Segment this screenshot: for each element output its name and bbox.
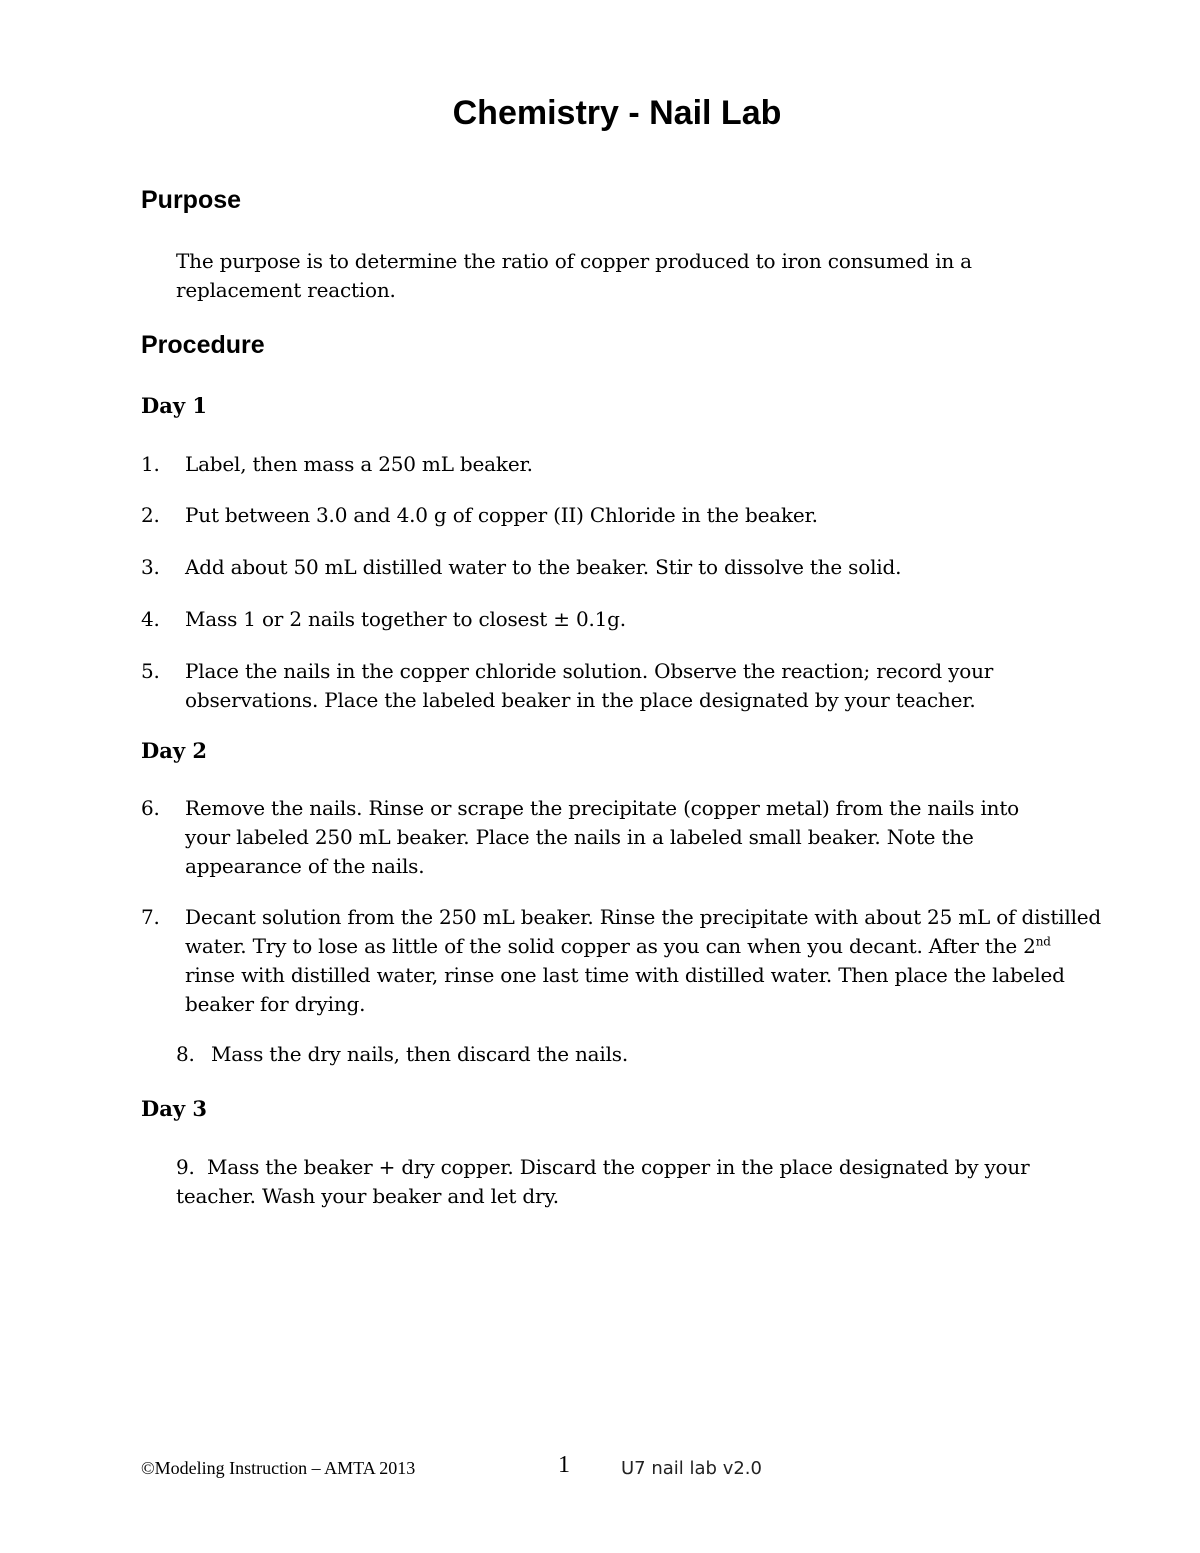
footer-version: U7 nail lab v2.0 — [621, 1458, 762, 1479]
procedure-step-1 — [141, 450, 1101, 479]
procedure-step-9 — [176, 1153, 1066, 1211]
procedure-step-8 — [176, 1040, 1136, 1069]
step-number: 1. — [141, 452, 160, 476]
procedure-step-2 — [141, 501, 1101, 530]
procedure-step-5 — [141, 657, 1061, 715]
step-text: Remove the nails. Rinse or scrape the precipitate (copper metal) from the nails into your labeled 250 mL beaker. Place the nails in a labeled small beaker. Note the appearance of the nails. — [185, 796, 1020, 878]
page-title: Chemistry - Nail Lab — [452, 94, 782, 132]
procedure-step-7 — [141, 903, 1101, 1019]
footer-copyright: ©Modeling Instruction – AMTA 2013 — [141, 1458, 416, 1478]
step-text-part: Decant solution from the 250 mL beaker. Rinse the precipitate with about 25 mL of distilled water. Try to lose as little of the solid copper as you can when you decant. After the 2 — [185, 905, 1101, 958]
procedure-heading: Procedure — [141, 331, 265, 359]
day-3-heading: Day 3 — [141, 1096, 207, 1121]
procedure-step-6 — [141, 794, 1061, 881]
procedure-step-3 — [141, 553, 1101, 582]
step-text: Mass 1 or 2 nails together to closest ± 0.1g. — [185, 607, 626, 631]
step-text — [185, 903, 1101, 1019]
step-text: Add about 50 mL distilled water to the beaker. Stir to dissolve the solid. — [185, 555, 902, 579]
step-number: 9. — [176, 1155, 195, 1179]
purpose-text: The purpose is to determine the ratio of copper produced to iron consumed in a replacement reaction. — [176, 249, 972, 302]
purpose-heading: Purpose — [141, 186, 242, 214]
procedure-step-4 — [141, 605, 1101, 634]
step-text: Put between 3.0 and 4.0 g of copper (II) Chloride in the beaker. — [185, 503, 818, 527]
ordinal-suffix: nd — [1035, 934, 1051, 949]
step-text-part: rinse with distilled water, rinse one last time with distilled water. Then place the labeled beaker for drying. — [185, 963, 1065, 1016]
step-text: Place the nails in the copper chloride solution. Observe the reaction; record your observations. Place the labeled beaker in the place designated by your teacher. — [185, 659, 994, 712]
step-number: 3. — [141, 555, 160, 579]
step-number: 2. — [141, 503, 160, 527]
step-number: 5. — [141, 659, 160, 683]
step-text: Label, then mass a 250 mL beaker. — [185, 452, 533, 476]
step-number: 8. — [176, 1042, 195, 1066]
step-text: Mass the dry nails, then discard the nails. — [211, 1042, 629, 1066]
footer-page-number: 1 — [558, 1452, 570, 1478]
step-number: 6. — [141, 796, 160, 820]
day-1-heading: Day 1 — [141, 393, 207, 418]
step-number: 7. — [141, 905, 160, 929]
step-number: 4. — [141, 607, 160, 631]
step-text: Mass the beaker + dry copper. Discard the copper in the place designated by your teacher. Wash your beaker and let dry. — [176, 1155, 1030, 1208]
day-2-heading: Day 2 — [141, 738, 207, 763]
